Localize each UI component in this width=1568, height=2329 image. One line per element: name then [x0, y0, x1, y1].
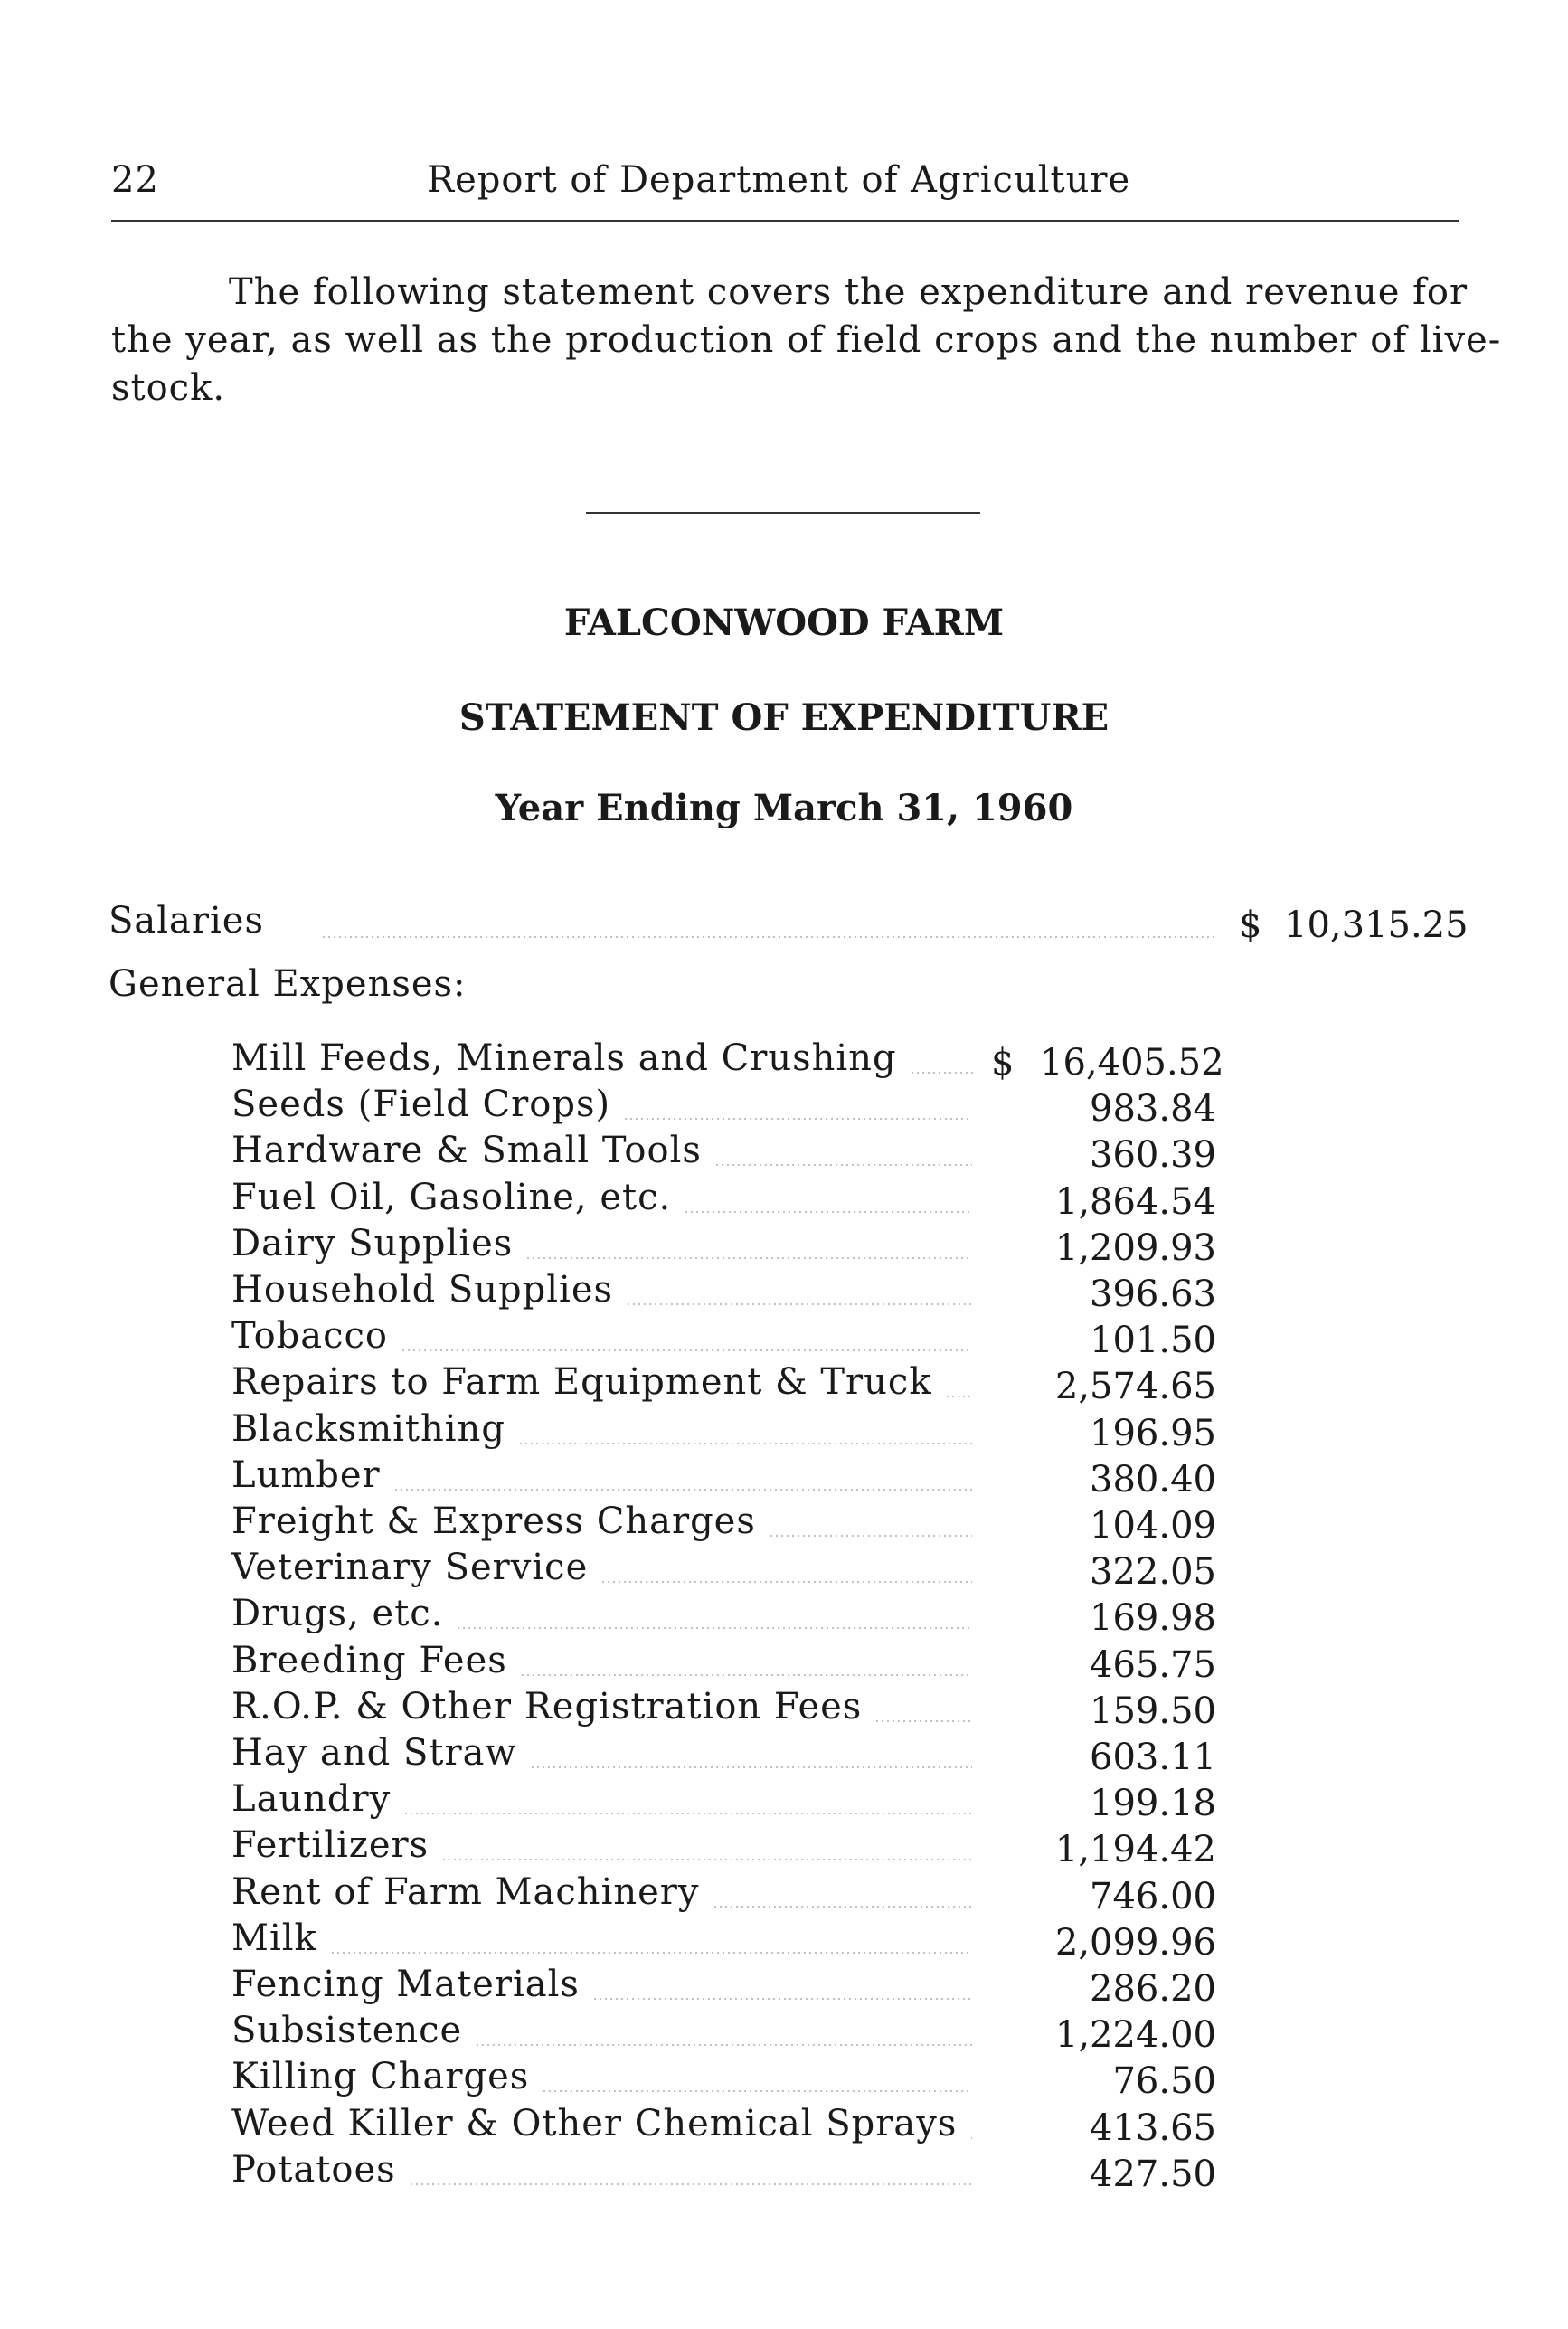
salaries-currency: $: [1239, 904, 1262, 946]
expense-label: Hay and Straw: [231, 1732, 517, 1774]
expense-label: Tobacco: [231, 1315, 388, 1357]
expense-amount: 427.50: [1090, 2154, 1216, 2195]
expense-amount: 199.18: [1090, 1783, 1216, 1824]
expense-label: Seeds (Field Crops): [231, 1084, 611, 1125]
leader-dots: [330, 1952, 972, 1954]
expense-amount: 413.65: [1090, 2107, 1216, 2149]
expense-amount: 983.84: [1090, 1088, 1216, 1130]
leader-dots: [403, 1813, 972, 1814]
leader-dots: [945, 1396, 972, 1397]
expense-label: Blacksmithing: [231, 1408, 505, 1450]
expense-amount: 380.40: [1090, 1459, 1216, 1501]
expense-amount: 465.75: [1090, 1644, 1216, 1686]
expense-label: Freight & Express Charges: [231, 1501, 756, 1542]
expense-amount: 396.63: [1090, 1273, 1216, 1315]
expense-label: Hardware & Small Tools: [231, 1130, 702, 1171]
leader-dots: [874, 1720, 972, 1722]
leader-dots: [592, 1998, 972, 2000]
expense-label: Mill Feeds, Minerals and Crushing: [231, 1037, 897, 1079]
leader-dots: [542, 2090, 972, 2092]
expense-amount: 1,864.54: [1054, 1181, 1216, 1223]
leader-dots: [623, 1118, 972, 1120]
leader-dots: [475, 2044, 972, 2046]
expense-amount: 1,224.00: [1054, 2014, 1216, 2056]
expense-label: Repairs to Farm Equipment & Truck: [231, 1361, 932, 1403]
leader-dots: [520, 1674, 972, 1676]
expense-label: Weed Killer & Other Chemical Sprays: [231, 2103, 958, 2144]
expense-amount: 169.98: [1090, 1597, 1216, 1639]
leader-dots: [530, 1766, 972, 1768]
general-expenses-currency: $: [991, 1042, 1015, 1084]
expense-amount: 104.09: [1090, 1505, 1216, 1547]
expense-amount: 322.05: [1090, 1551, 1216, 1593]
statement-title: STATEMENT OF EXPENDITURE: [458, 696, 1110, 739]
leader-dots: [600, 1581, 972, 1583]
expense-label: Laundry: [231, 1778, 392, 1820]
leader-dots: [401, 1349, 972, 1351]
intro-line-2: the year, as well as the production of field crops and the number of live-: [111, 319, 1502, 361]
farm-title: FALCONWOOD FARM: [563, 601, 1005, 644]
leader-dots: [769, 1535, 972, 1537]
intro-line-1: The following statement covers the expenditure and revenue for: [229, 271, 1469, 313]
leader-dots: [969, 2137, 972, 2139]
section-divider: [586, 512, 980, 514]
leader-dots: [626, 1303, 972, 1305]
expense-amount: 1,194.42: [1054, 1829, 1216, 1870]
expense-label: R.O.P. & Other Registration Fees: [231, 1686, 863, 1728]
expense-amount: 159.50: [1090, 1690, 1216, 1732]
leader-dots: [441, 1859, 972, 1860]
expense-amount: 196.95: [1090, 1413, 1216, 1454]
expense-amount: 2,099.96: [1054, 1922, 1216, 1964]
expense-amount: 76.50: [1112, 2060, 1216, 2102]
leader-dots: [409, 2183, 972, 2185]
expense-amount: 16,405.52: [1040, 1042, 1224, 1084]
expense-label: Rent of Farm Machinery: [231, 1871, 700, 1913]
leader-dots: [713, 1906, 972, 1908]
expense-amount: 101.50: [1090, 1320, 1216, 1361]
running-title: Report of Department of Agriculture: [427, 159, 1131, 201]
expense-label: Dairy Supplies: [231, 1223, 514, 1264]
expense-label: Drugs, etc.: [231, 1593, 444, 1634]
expense-label: Potatoes: [231, 2149, 396, 2191]
expense-label: Lumber: [231, 1454, 381, 1496]
expense-amount: 2,574.65: [1054, 1366, 1216, 1407]
intro-line-3: stock.: [111, 367, 226, 409]
leader-dots: [393, 1489, 972, 1491]
expense-label: Subsistence: [231, 2010, 463, 2051]
page-number: 22: [111, 159, 159, 201]
general-expenses-label: General Expenses:: [109, 963, 467, 1005]
expense-label: Milk: [231, 1917, 317, 1959]
expense-amount: 746.00: [1090, 1876, 1216, 1917]
leader-dots: [456, 1627, 972, 1629]
expense-amount: 1,209.93: [1054, 1227, 1216, 1269]
period-title: Year Ending March 31, 1960: [495, 787, 1073, 829]
leader-dots: [910, 1072, 977, 1074]
expense-label: Fuel Oil, Gasoline, etc.: [231, 1177, 672, 1218]
expense-amount: 603.11: [1090, 1737, 1216, 1778]
expense-label: Household Supplies: [231, 1269, 614, 1311]
header-rule: [111, 220, 1459, 222]
expense-label: Breeding Fees: [231, 1640, 507, 1681]
expense-amount: 360.39: [1090, 1134, 1216, 1176]
leader-dots: [321, 936, 1216, 938]
expense-label: Fertilizers: [231, 1824, 430, 1866]
expense-label: Veterinary Service: [231, 1547, 589, 1588]
leader-dots: [714, 1164, 972, 1166]
salaries-label: Salaries: [109, 900, 265, 942]
expense-amount: 286.20: [1090, 1968, 1216, 2010]
leader-dots: [684, 1211, 972, 1213]
salaries-amount: 10,315.25: [1284, 904, 1469, 946]
leader-dots: [525, 1257, 972, 1259]
expense-label: Killing Charges: [231, 2056, 530, 2097]
leader-dots: [518, 1443, 972, 1444]
expense-label: Fencing Materials: [231, 1964, 580, 2005]
